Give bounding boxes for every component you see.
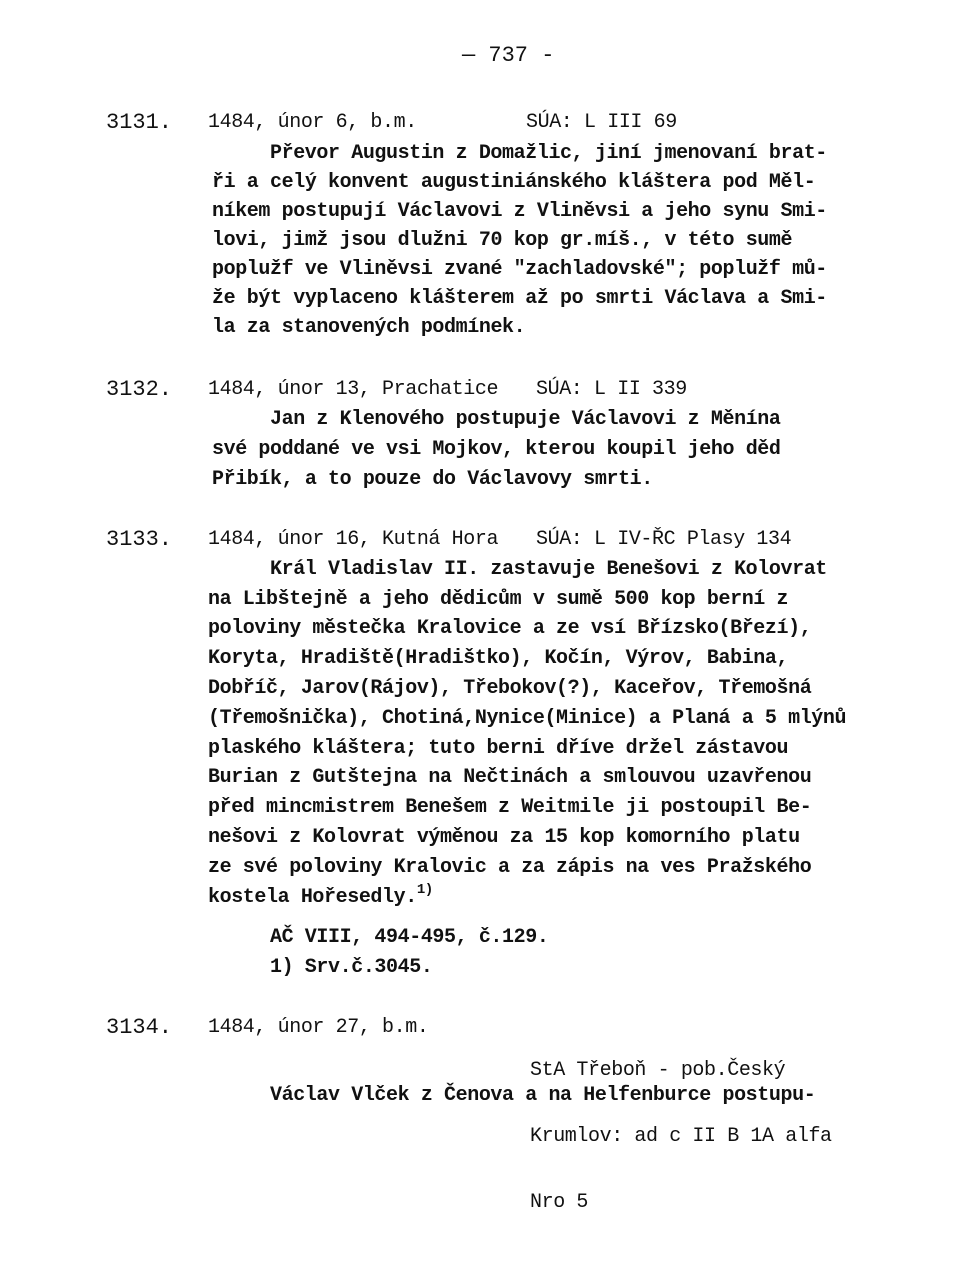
regest-line: Koryta, Hradiště(Hradištko), Kočín, Výrov, Babina, <box>208 647 789 670</box>
entry-date-place: 1484, únor 13, Prachatice <box>208 378 499 401</box>
regest-line: ři a celý konvent augustiniánského kláštera pod Měl- <box>212 171 816 194</box>
regest-line: poplužf ve Vliněvsi zvané "zachladovské"; poplužf mů- <box>212 258 827 281</box>
entry-number: 3131. <box>106 110 173 135</box>
regest-line: níkem postupují Václavovi z Vliněvsi a jeho synu Smi- <box>212 200 827 223</box>
source-line: Nro 5 <box>530 1191 589 1214</box>
regest-line: Dobříč, Jarov(Rájov), Třebokov(?), Kaceřov, Třemošná <box>208 677 812 700</box>
entry-source: SÚA: L II 339 <box>536 378 687 401</box>
entry-source: SÚA: L III 69 <box>526 111 677 134</box>
regest-line: Jan z Klenového postupuje Václavovi z Měnína <box>270 408 781 431</box>
regest-line: nešovi z Kolovrat výměnou za 15 kop komorního platu <box>208 826 800 849</box>
entry-date-place: 1484, únor 27, b.m. <box>208 1016 429 1039</box>
source-line: Krumlov: ad c II B 1A alfa <box>530 1125 832 1148</box>
entry-number: 3132. <box>106 377 173 402</box>
footnote-text: 1) Srv.č.3045. <box>270 956 433 979</box>
regest-line: na Libštejně a jeho dědicům v sumě 500 kop berní z <box>208 588 789 611</box>
page-number: — 737 - <box>462 43 555 68</box>
regest-line: (Třemošnička), Chotiná,Nynice(Minice) a Planá a 5 mlýnů <box>208 707 847 730</box>
entry-source: SÚA: L IV-ŘC Plasy 134 <box>536 528 792 551</box>
regest-line: před mincmistrem Benešem z Weitmile ji postoupil Be- <box>208 796 812 819</box>
regest-line: Převor Augustin z Domažlic, jiní jmenovaní brat- <box>270 142 827 165</box>
footnote-marker: 1) <box>416 882 433 898</box>
regest-line: plaského kláštera; tuto berni dříve držel zástavou <box>208 737 789 760</box>
regest-line: Přibík, a to pouze do Václavovy smrti. <box>212 468 653 491</box>
regest-line: své poddané ve vsi Mojkov, kterou koupil jeho děd <box>212 438 781 461</box>
regest-line: Václav Vlček z Čenova a na Helfenburce postupu- <box>270 1084 816 1107</box>
regest-line: poloviny městečka Kralovice a ze vsí Břízsko(Březí), <box>208 617 812 640</box>
entry-source <box>530 1016 832 1258</box>
regest-line: la za stanovených podmínek. <box>212 316 526 339</box>
regest-line: Král Vladislav II. zastavuje Benešovi z Kolovrat <box>270 558 827 581</box>
regest-last-line <box>208 882 433 910</box>
regest-line: lovi, jimž jsou dlužni 70 kop gr.míš., v této sumě <box>212 229 793 252</box>
regest-line: ze své poloviny Kralovic a za zápis na ves Pražského <box>208 856 812 879</box>
regest-line: že být vyplaceno klášterem až po smrti Václava a Smi- <box>212 287 827 310</box>
entry-date-place: 1484, únor 6, b.m. <box>208 111 417 134</box>
entry-date-place: 1484, únor 16, Kutná Hora <box>208 528 499 551</box>
entry-number: 3134. <box>106 1015 173 1040</box>
regest-line: kostela Hořesedly. <box>208 886 417 909</box>
source-line: StA Třeboň - pob.Český <box>530 1059 786 1082</box>
edition-reference: AČ VIII, 494-495, č.129. <box>270 926 549 949</box>
regest-line: Burian z Gutštejna na Nečtinách a smlouvou uzavřenou <box>208 766 812 789</box>
entry-number: 3133. <box>106 527 173 552</box>
